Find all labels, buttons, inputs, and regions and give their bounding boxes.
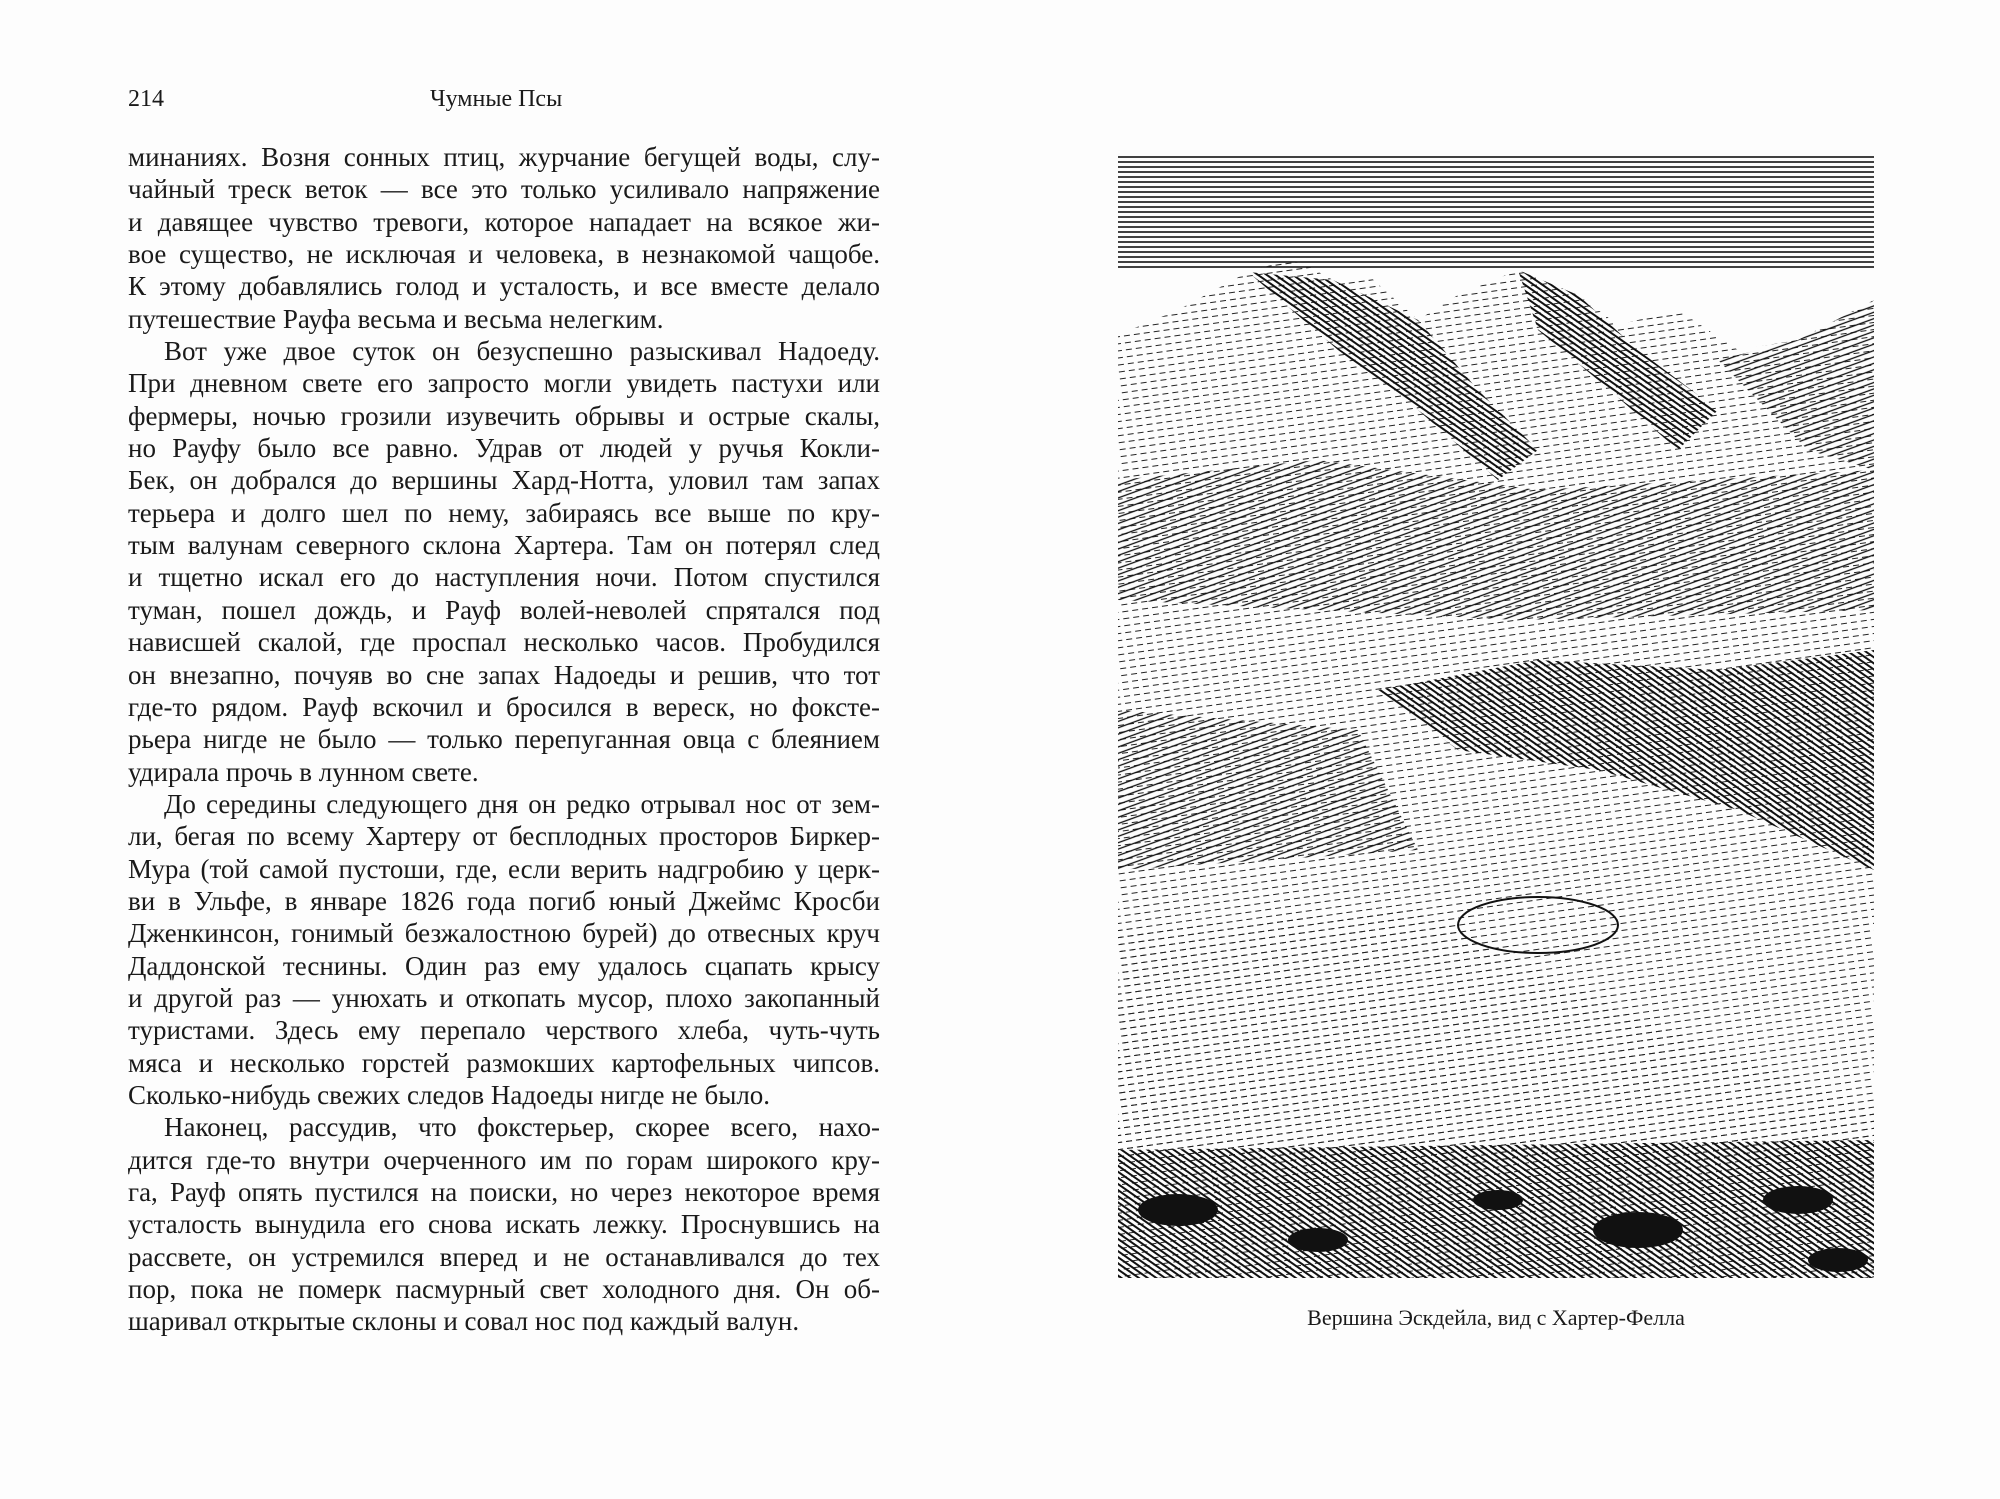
text-line: рассвете, он устремился вперед и не останавливался до тех: [128, 1241, 880, 1272]
text-line: он внезапно, почуяв во сне запах Надоеды и решив, что тот: [128, 659, 880, 690]
text-line: усталость вынудила его снова искать лежку. Проснувшись на: [128, 1209, 880, 1240]
text-line: пор, пока не померк пасмурный свет холодного дня. Он об-: [128, 1274, 880, 1305]
text-line: шаривал открытые склоны и совал нос под каждый валун.: [128, 1306, 800, 1337]
text-line: Сколько-нибудь свежих следов Надоеды нигде не было.: [128, 1079, 771, 1110]
paragraph: [128, 141, 880, 335]
text-line: и тщетно искал его до наступления ночи. Потом спустился: [128, 562, 880, 593]
text-line: минаниях. Возня сонных птиц, журчание бегущей воды, слу-: [128, 142, 880, 172]
text-line: путешествие Рауфа весьма и весьма нелегким.: [128, 303, 664, 334]
text-line: удирала прочь в лунном свете.: [128, 756, 479, 787]
text-line: где-то рядом. Рауф вскочил и бросился в вереск, но фоксте-: [128, 691, 880, 722]
mountain-range: [1118, 258, 1874, 1278]
text-line: туристами. Здесь ему перепало черствого хлеба, чуть-чуть: [128, 1015, 880, 1046]
text-line: При дневном свете его запросто могли увидеть пастухи или: [128, 368, 880, 399]
text-line: ви в Ульфе, в январе 1826 года погиб юный Джеймс Кросби: [128, 885, 880, 916]
text-line: чайный треск веток — все это только усиливало напряжение: [128, 174, 880, 205]
paragraph: [128, 1111, 880, 1337]
text-line: тым валунам северного склона Хартера. Там он потерял след: [128, 530, 880, 561]
text-line: Бек, он добрался до вершины Хард-Нотта, уловил там запах: [128, 465, 880, 496]
text-line: и другой раз — унюхать и откопать мусор, плохо закопанный: [128, 982, 880, 1013]
text-line: нависшей скалой, где проспал несколько часов. Пробудился: [128, 627, 880, 658]
text-line: Мура (той самой пустоши, где, если верить надгробию у церк-: [128, 853, 880, 884]
text-line: Наконец, рассудив, что фокстерьер, скорее всего, нахо-: [164, 1112, 880, 1143]
text-line: фермеры, ночью грозили изувечить обрывы и острые скалы,: [128, 400, 880, 431]
text-line: рьера нигде не было — только перепуганная овца с блеянием: [128, 724, 880, 755]
text-line: дится где-то внутри очерченного им по горам широкого кру-: [128, 1144, 880, 1175]
text-line: Вот уже двое суток он безуспешно разыскивал Надоеду.: [164, 336, 880, 367]
text-line: ли, бегая по всему Хартеру от бесплодных просторов Биркер-: [128, 821, 880, 852]
sky-hatching: [1118, 155, 1874, 282]
text-line: туман, пошел дождь, и Рауф волей-неволей спрятался под: [128, 594, 880, 625]
text-line: терьера и долго шел по нему, забираясь все выше по кру-: [128, 497, 880, 528]
paragraph: [128, 335, 880, 788]
text-line: До середины следующего дня он редко отрывал нос от зем-: [164, 788, 880, 819]
text-line: и давящее чувство тревоги, которое нападает на всякое жи-: [128, 206, 880, 237]
text-line: вое существо, не исключая и человека, в незнакомой чащобе.: [128, 239, 880, 270]
page-number: 214: [128, 86, 164, 112]
body-text: [128, 141, 880, 1338]
text-line: га, Рауф опять пустился на поиски, но через некоторое время: [128, 1177, 880, 1207]
mountain-engraving-illustration: [1118, 150, 1874, 1278]
text-line: мяса и несколько горстей размокших картофельных чипсов.: [128, 1047, 880, 1078]
text-line: но Рауфу было все равно. Удрав от людей у ручья Кокли-: [128, 433, 880, 464]
running-title: Чумные Псы: [430, 86, 563, 112]
text-line: Дженкинсон, гонимый безжалостною бурей) до отвесных круч: [128, 918, 880, 949]
illustration-caption: Вершина Эскдейла, вид с Хартер-Фелла: [1307, 1305, 1685, 1330]
paragraph: [128, 788, 880, 1111]
text-line: К этому добавлялись голод и усталость, и все вместе делало: [128, 271, 880, 302]
text-line: Даддонской теснины. Один раз ему удалось сцапать крысу: [128, 950, 880, 981]
